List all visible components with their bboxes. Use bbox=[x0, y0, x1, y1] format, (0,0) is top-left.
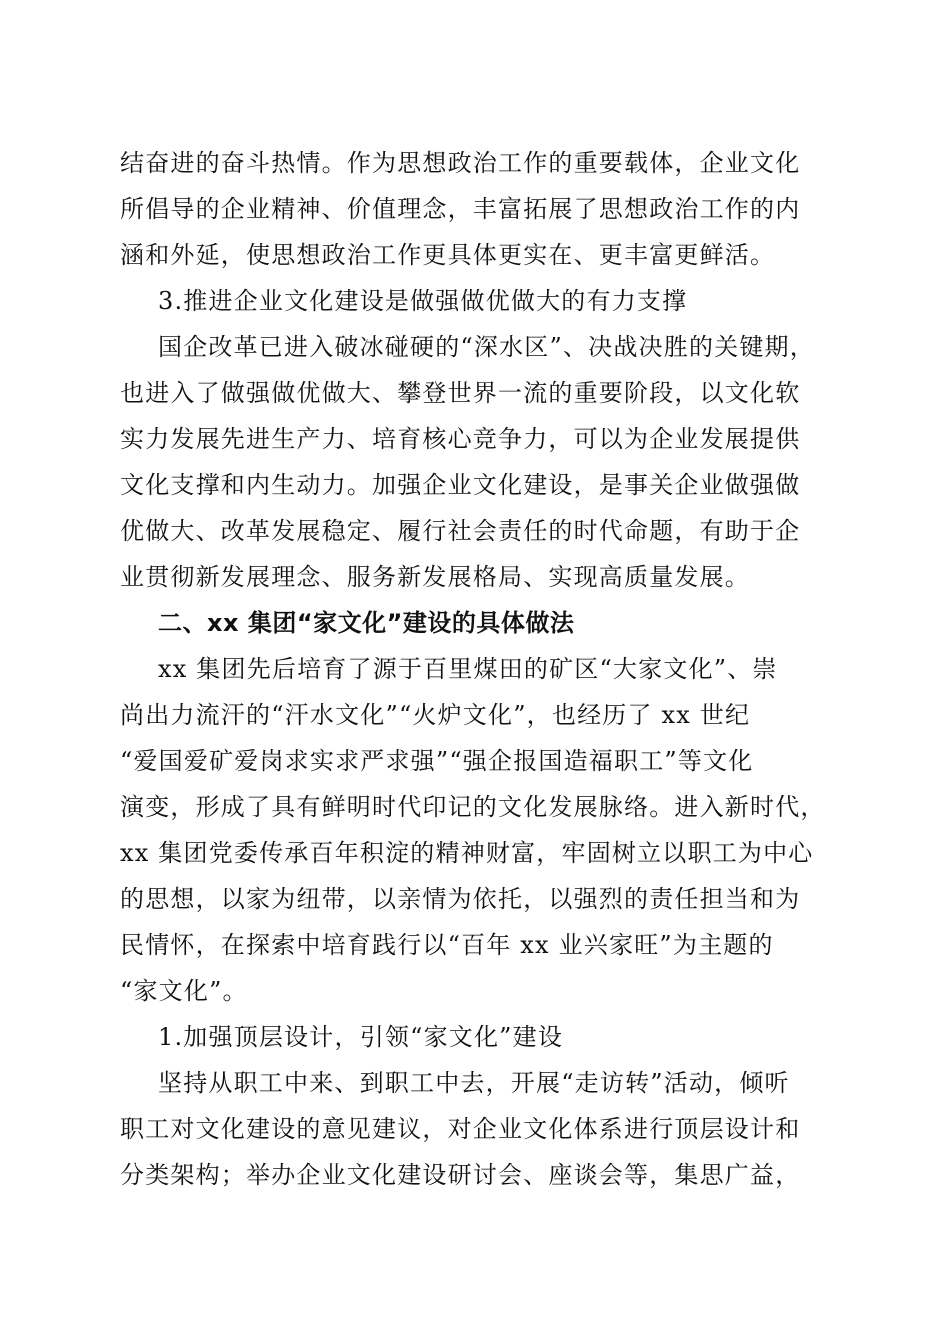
subheading: 3.推进企业文化建设是做强做优做大的有力支撑 bbox=[158, 287, 688, 315]
body-text-line: 分类架构；举办企业文化建设研讨会、座谈会等，集思广益， bbox=[120, 1161, 801, 1189]
body-text-line: 职工对文化建设的意见建议，对企业文化体系进行顶层设计和 bbox=[120, 1115, 801, 1143]
body-text-line: xx 集团先后培育了源于百里煤田的矿区“大家文化”、崇 bbox=[158, 655, 778, 683]
body-text-line: 涵和外延，使思想政治工作更具体更实在、更丰富更鲜活。 bbox=[120, 241, 776, 269]
body-text-line: “家文化”。 bbox=[120, 977, 248, 1005]
body-text-line: “爱国爱矿爱岗求实求严求强”“强企报国造福职工”等文化 bbox=[120, 747, 754, 775]
body-text-line: 结奋进的奋斗热情。作为思想政治工作的重要载体，企业文化 bbox=[120, 149, 801, 177]
body-text-line: 民情怀，在探索中培育践行以“百年 xx 业兴家旺”为主题的 bbox=[120, 931, 774, 959]
body-text-line: 坚持从职工中来、到职工中去，开展“走访转”活动，倾听 bbox=[158, 1069, 790, 1097]
body-text-line: 业贯彻新发展理念、服务新发展格局、实现高质量发展。 bbox=[120, 563, 750, 591]
body-text-line: 演变，形成了具有鲜明时代印记的文化发展脉络。进入新时代， bbox=[120, 793, 826, 821]
body-text-line: 国企改革已进入破冰碰硬的“深水区”、决战决胜的关键期， bbox=[158, 333, 815, 361]
body-text-line: 文化支撑和内生动力。加强企业文化建设，是事关企业做强做 bbox=[120, 471, 801, 499]
body-text-line: 尚出力流汗的“汗水文化”“火炉文化”，也经历了 xx 世纪 bbox=[120, 701, 751, 729]
body-text-line: 实力发展先进生产力、培育核心竞争力，可以为企业发展提供 bbox=[120, 425, 801, 453]
body-text-line: 也进入了做强做优做大、攀登世界一流的重要阶段，以文化软 bbox=[120, 379, 801, 407]
body-text-line: 所倡导的企业精神、价值理念，丰富拓展了思想政治工作的内 bbox=[120, 195, 801, 223]
body-text-line: xx 集团党委传承百年积淀的精神财富，牢固树立以职工为中心 bbox=[120, 839, 814, 867]
subheading: 1.加强顶层设计，引领“家文化”建设 bbox=[158, 1023, 564, 1051]
section-heading: 二、xx 集团“家文化”建设的具体做法 bbox=[158, 609, 575, 637]
body-text-line: 优做大、改革发展稳定、履行社会责任的时代命题，有助于企 bbox=[120, 517, 801, 545]
body-text-line: 的思想，以家为纽带，以亲情为依托，以强烈的责任担当和为 bbox=[120, 885, 801, 913]
